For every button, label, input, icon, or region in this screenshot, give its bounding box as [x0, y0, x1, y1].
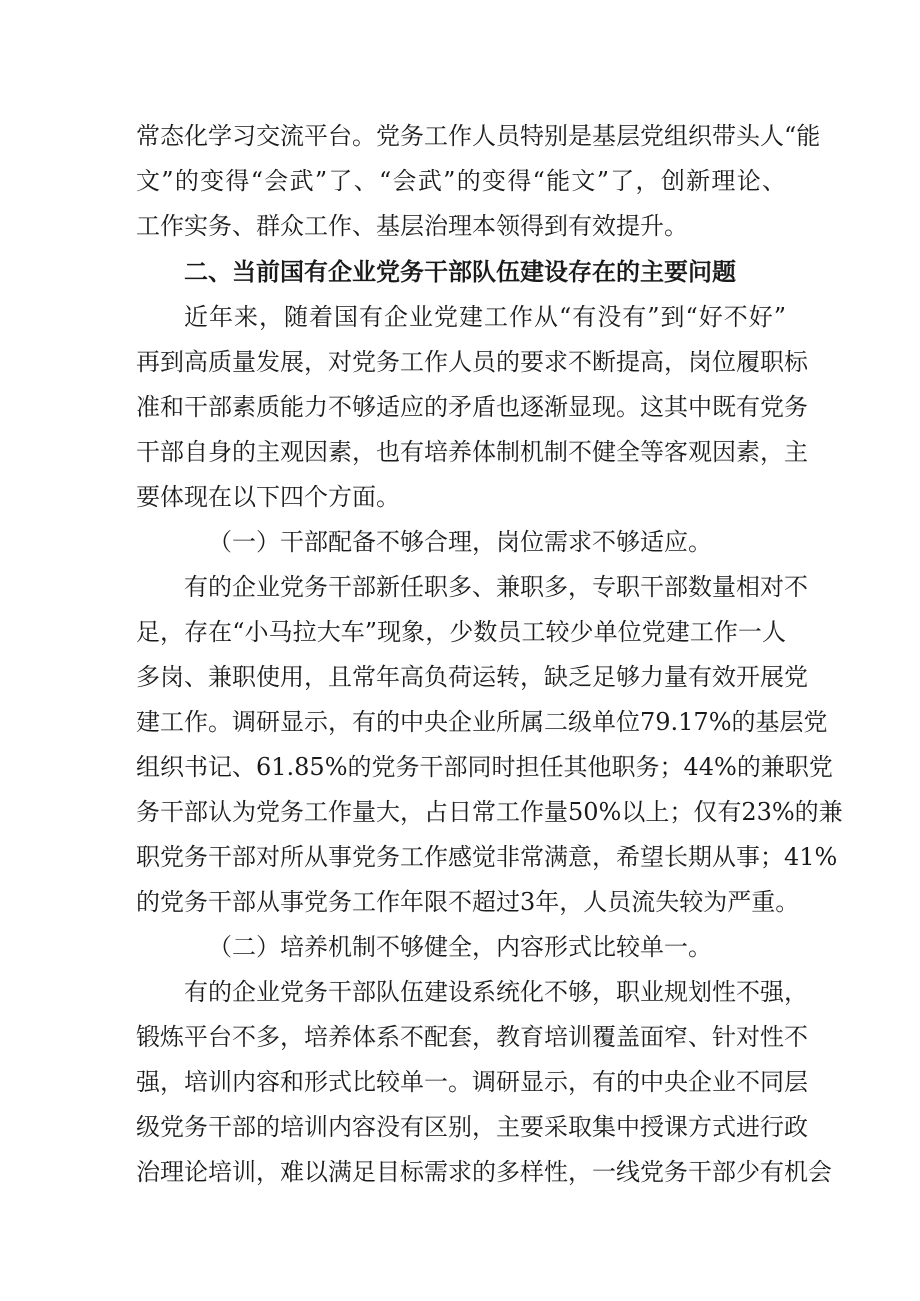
body-text-line: 再到高质量发展，对党务工作人员的要求不断提高，岗位履职标: [136, 348, 808, 376]
body-text-line: 文”的变得“会武”了、“会武”的变得“能文”了，创新理论、: [136, 167, 786, 195]
paragraph-first-line: 有的企业党务干部新任职多、兼职多，专职干部数量相对不: [184, 573, 808, 601]
subsection-heading: （二）培养机制不够健全，内容形式比较单一。: [208, 933, 712, 961]
body-text-line: 职党务干部对所从事党务工作感觉非常满意，希望长期从事；41%: [136, 843, 838, 871]
body-text-line: 工作实务、群众工作、基层治理本领得到有效提升。: [136, 212, 688, 240]
body-text-line: 足，存在“小马拉大车”现象，少数员工较少单位党建工作一人: [136, 618, 786, 646]
subsection-heading: （一）干部配备不够合理，岗位需求不够适应。: [208, 528, 712, 556]
body-text-line: 干部自身的主观因素，也有培养体制机制不健全等客观因素，主: [136, 438, 808, 466]
paragraph-first-line: 近年来，随着国有企业党建工作从“有没有”到“好不好”: [184, 303, 786, 331]
body-text-line: 组织书记、61.85%的党务干部同时担任其他职务；44%的兼职党: [136, 753, 833, 781]
paragraph-first-line: 有的企业党务干部队伍建设系统化不够，职业规划性不强，: [184, 978, 808, 1006]
body-text-line: 的党务干部从事党务工作年限不超过3年，人员流失较为严重。: [136, 888, 800, 916]
body-text-line: 多岗、兼职使用，且常年高负荷运转，缺乏足够力量有效开展党: [136, 663, 808, 691]
section-heading: 二、当前国有企业党务干部队伍建设存在的主要问题: [184, 258, 736, 286]
body-text-line: 常态化学习交流平台。党务工作人员特别是基层党组织带头人“能: [136, 122, 821, 150]
body-text-line: 级党务干部的培训内容没有区别，主要采取集中授课方式进行政: [136, 1113, 808, 1141]
body-text-line: 锻炼平台不多，培养体系不配套，教育培训覆盖面窄、针对性不: [136, 1023, 808, 1051]
body-text-line: 强，培训内容和形式比较单一。调研显示，有的中央企业不同层: [136, 1068, 808, 1096]
body-text-line: 要体现在以下四个方面。: [136, 483, 400, 511]
body-text-line: 建工作。调研显示，有的中央企业所属二级单位79.17%的基层党: [136, 708, 828, 736]
body-text-line: 治理论培训，难以满足目标需求的多样性，一线党务干部少有机会: [136, 1158, 832, 1186]
body-text-line: 准和干部素质能力不够适应的矛盾也逐渐显现。这其中既有党务: [136, 393, 808, 421]
body-text-line: 务干部认为党务工作量大，占日常工作量50%以上；仅有23%的兼: [136, 798, 843, 826]
